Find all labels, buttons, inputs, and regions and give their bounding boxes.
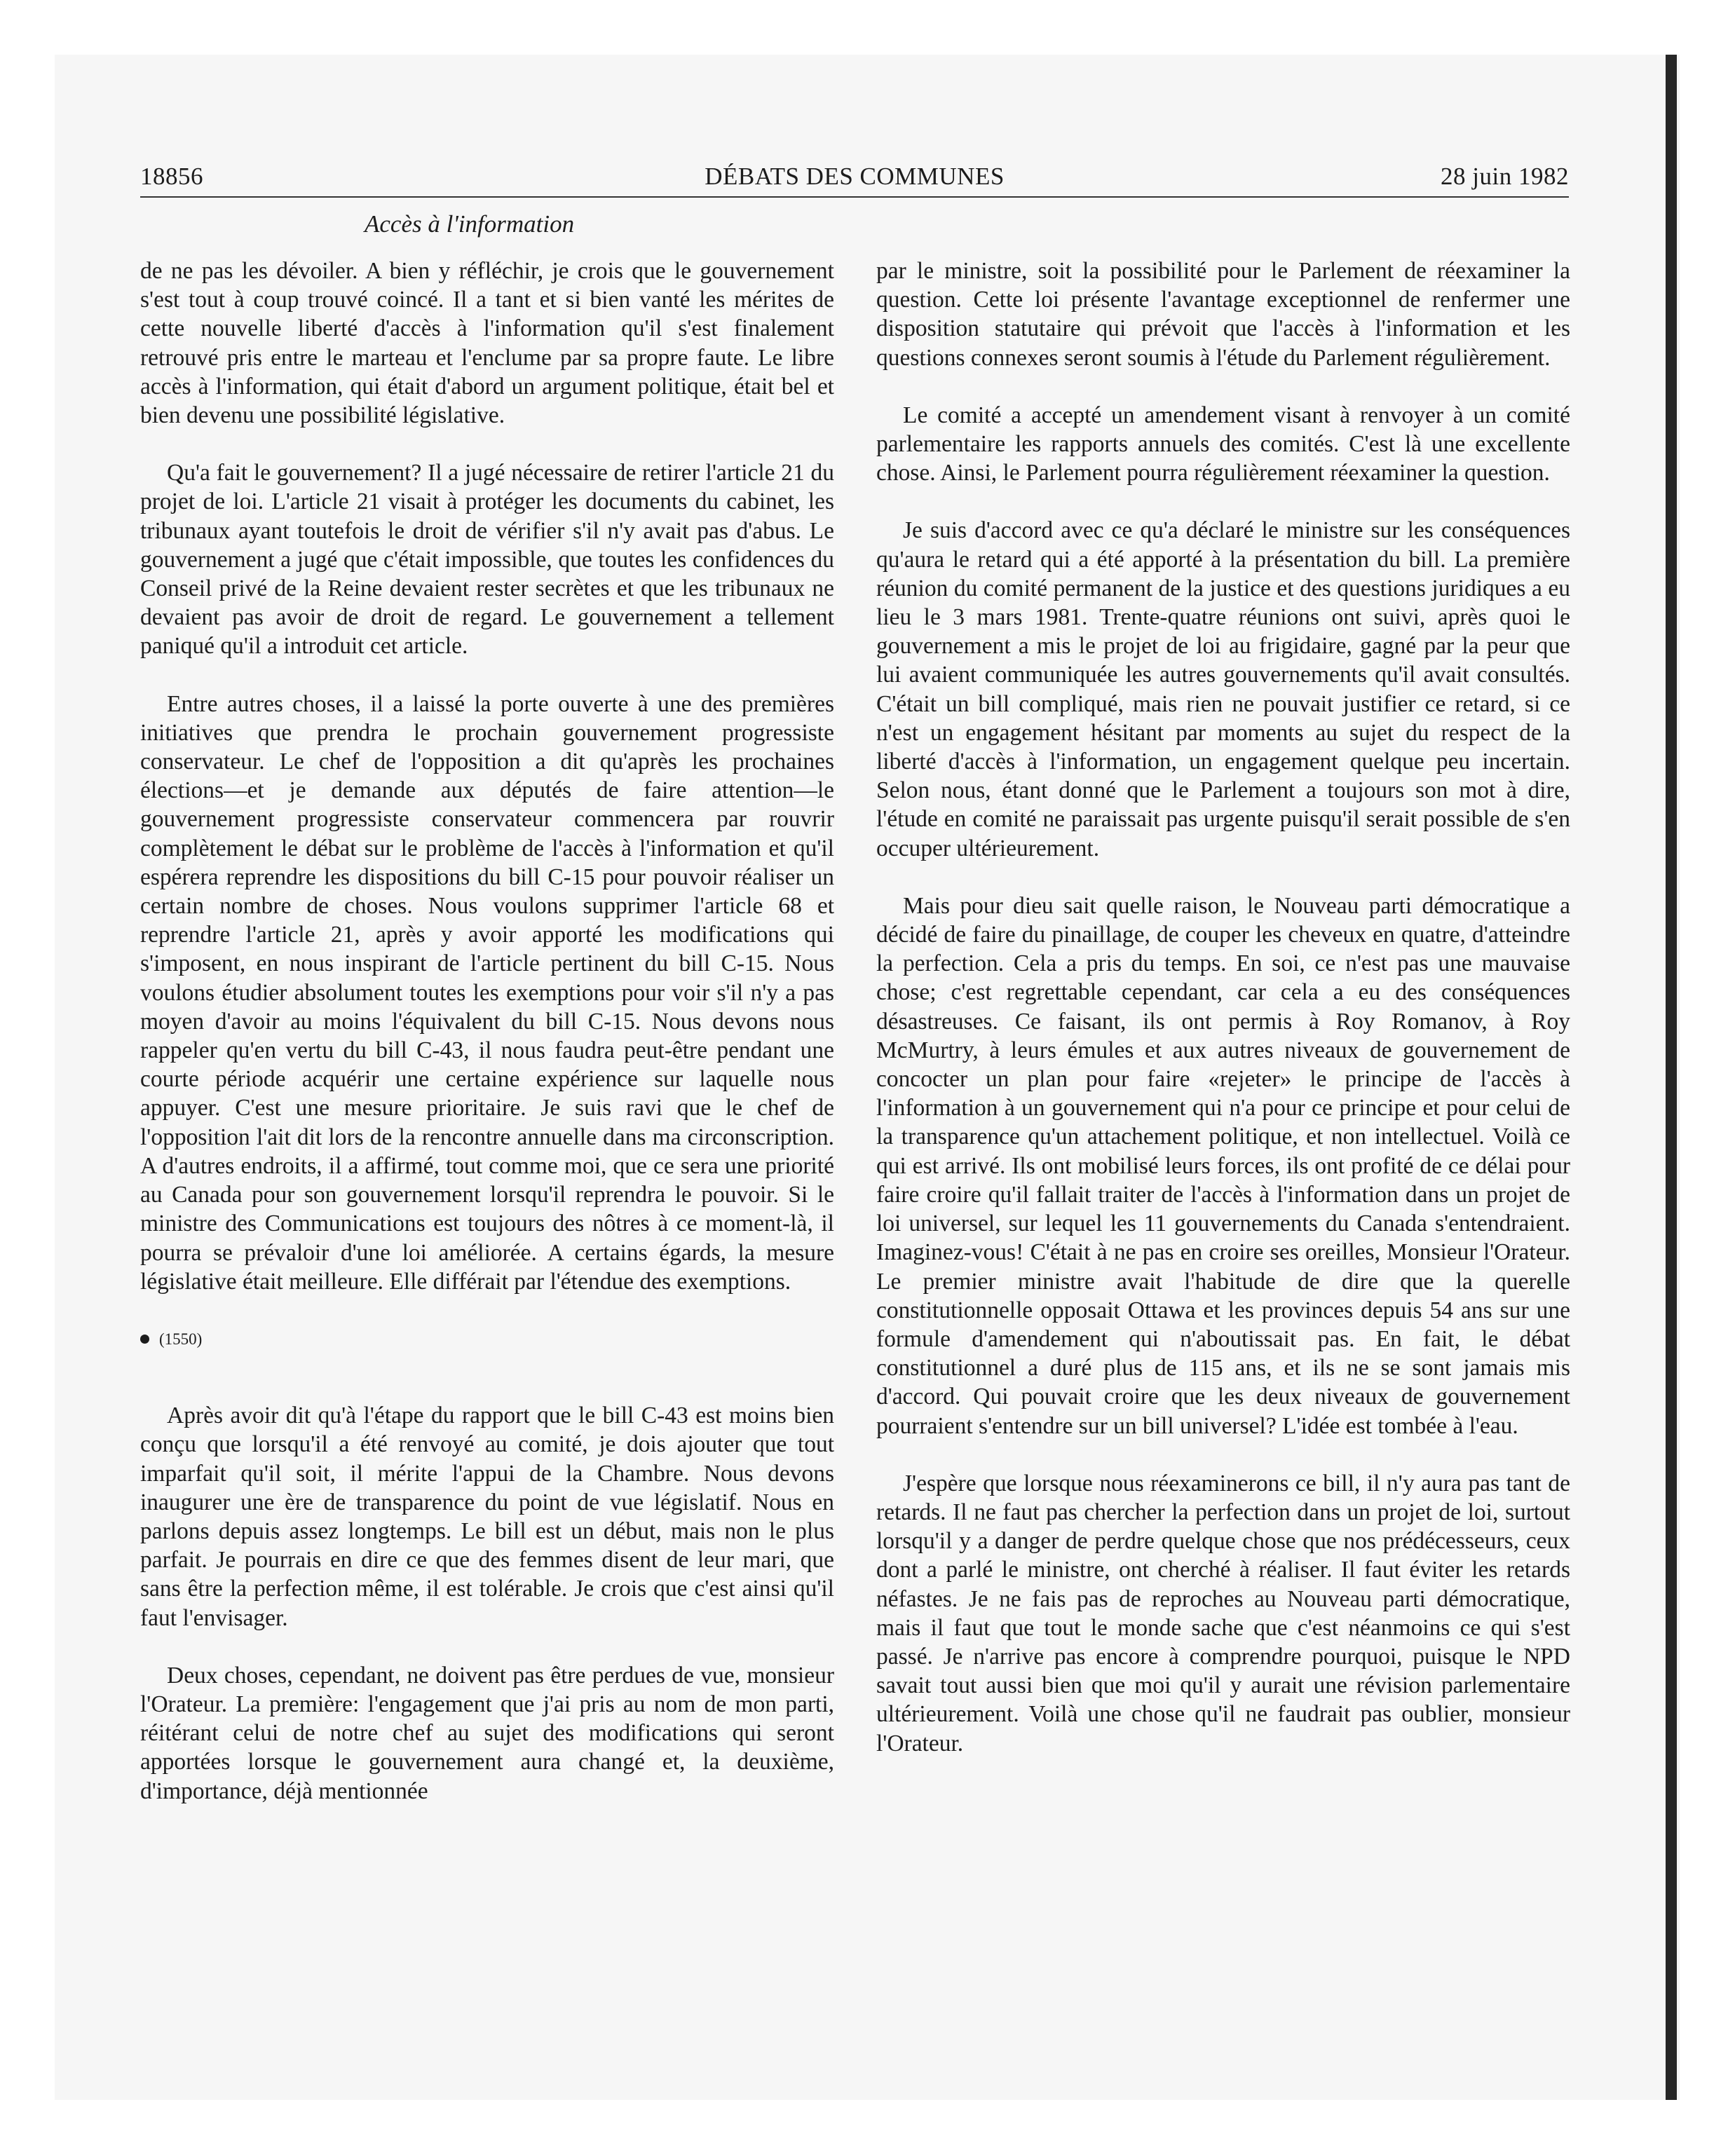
paragraph: Je suis d'accord avec ce qu'a déclaré le ministre sur les conséquences qu'aura le retard qui a été apporté à la présentation du bill. La première réunion du comité permanent de la justice et des questions juridiques a eu lieu le 3 mars 1981. Trente-quatre réunions ont suivi, après quoi le gouvernement a mis le projet de loi au frigidaire, gagné par la peur que lui avaient communiquée les autres gouvernements qu'il avait consultés. C'était un bill compliqué, mais rien ne pouvait justifier ce retard, si ce n'est un engagement hésitant par moments au sujet du respect de la liberté d'accès à l'information, un engagement quelque peu incertain. Selon nous, étant donné que le Parlement a toujours son mot à dire, l'étude en comité ne paraissait pas urgente puisqu'il serait possible de s'en occuper ultérieurement.	[876, 517, 1570, 861]
paragraph: Après avoir dit qu'à l'étape du rapport que le bill C-43 est moins bien conçu que lorsqu'il a été renvoyé au comité, je dois ajouter que tout imparfait qu'il soit, il mérite l'appui de la Chambre. Nous devons inaugurer une ère de transparence du point de vue législatif. Nous en parlons depuis assez longtemps. Le bill est un début, mais non le plus parfait. Je pourrais en dire ce que des femmes disent de leur mari, que sans être la perfection même, il est tolérable. Je crois que c'est ainsi qu'il faut l'envisager.	[140, 1403, 834, 1631]
bullet-icon	[140, 1335, 149, 1344]
paragraph: Le comité a accepté un amendement visant à renvoyer à un comité parlementaire les rapports annuels des comités. C'est là une excellente chose. Ainsi, le Parlement pourra régulièrement réexaminer la question.	[876, 402, 1570, 486]
publication-title: DÉBATS DES COMMUNES	[705, 163, 1005, 190]
paragraph: Mais pour dieu sait quelle raison, le Nouveau parti démocratique a décidé de faire du pinaillage, de couper les cheveux en quatre, d'atteindre la perfection. Cela a pris du temps. En soi, ce n'est pas une mauvaise chose; c'est regrettable cependant, car cela a eu des conséquences désastreuses. Ce faisant, ils ont permis à Roy Romanov, à Roy McMurtry, à leurs émules et aux autres niveaux de gouvernement de concocter un plan pour faire «rejeter» le principe de l'accès à l'information à un gouvernement qui n'a pour ce principe et pour celui de la transparence qu'un attachement politique, et non intellectuel. Voilà ce qui est arrivé. Ils ont mobilisé leurs forces, ils ont profité de ce délai pour faire croire qu'il fallait traiter de l'accès à l'information dans un projet de loi universel, sur lequel les 11 gouvernements du Canada s'entendraient. Imaginez-vous! C'était à ne pas en croire ses oreilles, Monsieur l'Orateur. Le premier ministre avait l'habitude de dire que la querelle constitutionnelle opposait Ottawa et les provinces depuis 54 ans sur une formule d'amendement qui n'aboutissait pas. En fait, le débat constitutionnel a duré plus de 115 ans, et ils ne se sont jamais mis d'accord. Qui pouvait croire que les deux niveaux de gouvernement pourraient s'entendre sur un bill universel? L'idée est tombée à l'eau.	[876, 892, 1570, 1439]
page-header	[140, 160, 1569, 198]
scan-edge-bar	[1666, 55, 1677, 2100]
section-subtitle: Accès à l'information	[365, 210, 575, 238]
publication-date: 28 juin 1982	[1441, 163, 1569, 190]
page-number: 18856	[140, 163, 203, 190]
time-marker	[140, 1325, 834, 1353]
paragraph: Entre autres choses, il a laissé la porte ouverte à une des premières initiatives que prendra le prochain gouvernement progressiste conservateur. Le chef de l'opposition a dit qu'après les prochaines élections—et je demande aux députés de faire attention—le gouvernement progressiste conservateur commencera par rouvrir complètement le débat sur le problème de l'accès à l'information et qu'il espérera reprendre les dispositions du bill C-15 pour pouvoir réaliser un certain nombre de choses. Nous voulons supprimer l'article 68 et reprendre l'article 21, après y avoir apporté les modifications qui s'imposent, en nous inspirant de l'article pertinent du bill C-15. Nous voulons étudier absolument toutes les exemptions pour voir s'il n'y a pas moyen d'avoir au moins l'équivalent du bill C-15. Nous devons nous rappeler qu'en vertu du bill C-43, il nous faudra peut-être pendant une courte période acquérir une certaine expérience sur laquelle nous appuyer. C'est une mesure prioritaire. Je suis ravi que le chef de l'opposition l'ait dit lors de la rencontre annuelle dans ma circonscription. A d'autres endroits, il a affirmé, tout comme moi, que ce sera une priorité au Canada pour son gouvernement lorsqu'il reprendra le pouvoir. Si le ministre des Communications est toujours des nôtres à ce moment-là, il pourra se prévaloir d'une loi améliorée. A certains égards, la mesure législative était meilleure. Elle différait par l'étendue des exemptions.	[140, 690, 834, 1295]
time-marker-label: (1550)	[159, 1330, 203, 1348]
paragraph: Deux choses, cependant, ne doivent pas être perdues de vue, monsieur l'Orateur. La première: l'engagement que j'ai pris au nom de mon parti, réitérant celui de notre chef au sujet des modifications qui seront apportées lorsque le gouvernement aura changé et, la deuxième, d'importance, déjà mentionnée	[140, 1662, 834, 1804]
paragraph: J'espère que lorsque nous réexaminerons ce bill, il n'y aura pas tant de retards. Il ne faut pas chercher la perfection dans un projet de loi, surtout lorsqu'il y a danger de perdre quelque chose que nos prédécesseurs, ceux dont a parlé le ministre, ont cherché à réaliser. Il faut éviter les retards néfastes. Je ne fais pas de reproches au Nouveau parti démocratique, mais il faut que tout le monde sache que c'est néanmoins ce qui s'est passé. Je n'arrive pas encore à comprendre pourquoi, puisque le NPD savait tout aussi bien que moi qu'il y aurait une révision parlementaire ultérieurement. Voilà une chose qu'il ne faudrait pas oublier, monsieur l'Orateur.	[876, 1470, 1570, 1756]
paragraph: Qu'a fait le gouvernement? Il a jugé nécessaire de retirer l'article 21 du projet de loi. L'article 21 visait à protéger les documents du cabinet, les tribunaux ayant toutefois le droit de vérifier s'il n'y avait pas d'abus. Le gouvernement a jugé que c'était impossible, que toutes les confidences du Conseil privé de la Reine devaient rester secrètes et que les tribunaux ne devaient pas avoir de droit de regard. Le gouvernement a tellement paniqué qu'il a introduit cet article.	[140, 460, 834, 660]
right-column	[876, 257, 1570, 1787]
paragraph: par le ministre, soit la possibilité pour le Parlement de réexaminer la question. Cette loi présente l'avantage exceptionnel de renfermer une disposition statutaire qui prévoit que l'accès à l'information et les questions connexes seront soumis à l'étude du Parlement régulièrement.	[876, 258, 1570, 371]
paragraph: de ne pas les dévoiler. A bien y réfléchir, je crois que le gouvernement s'est tout à coup trouvé coincé. Il a tant et si bien vanté les mérites de cette nouvelle liberté d'accès à l'information qu'il s'est finalement retrouvé pris entre le marteau et l'enclume par sa propre faute. Le libre accès à l'information, qui était d'abord un argument politique, était bel et bien devenu une possibilité législative.	[140, 258, 834, 429]
left-column	[140, 257, 834, 1834]
